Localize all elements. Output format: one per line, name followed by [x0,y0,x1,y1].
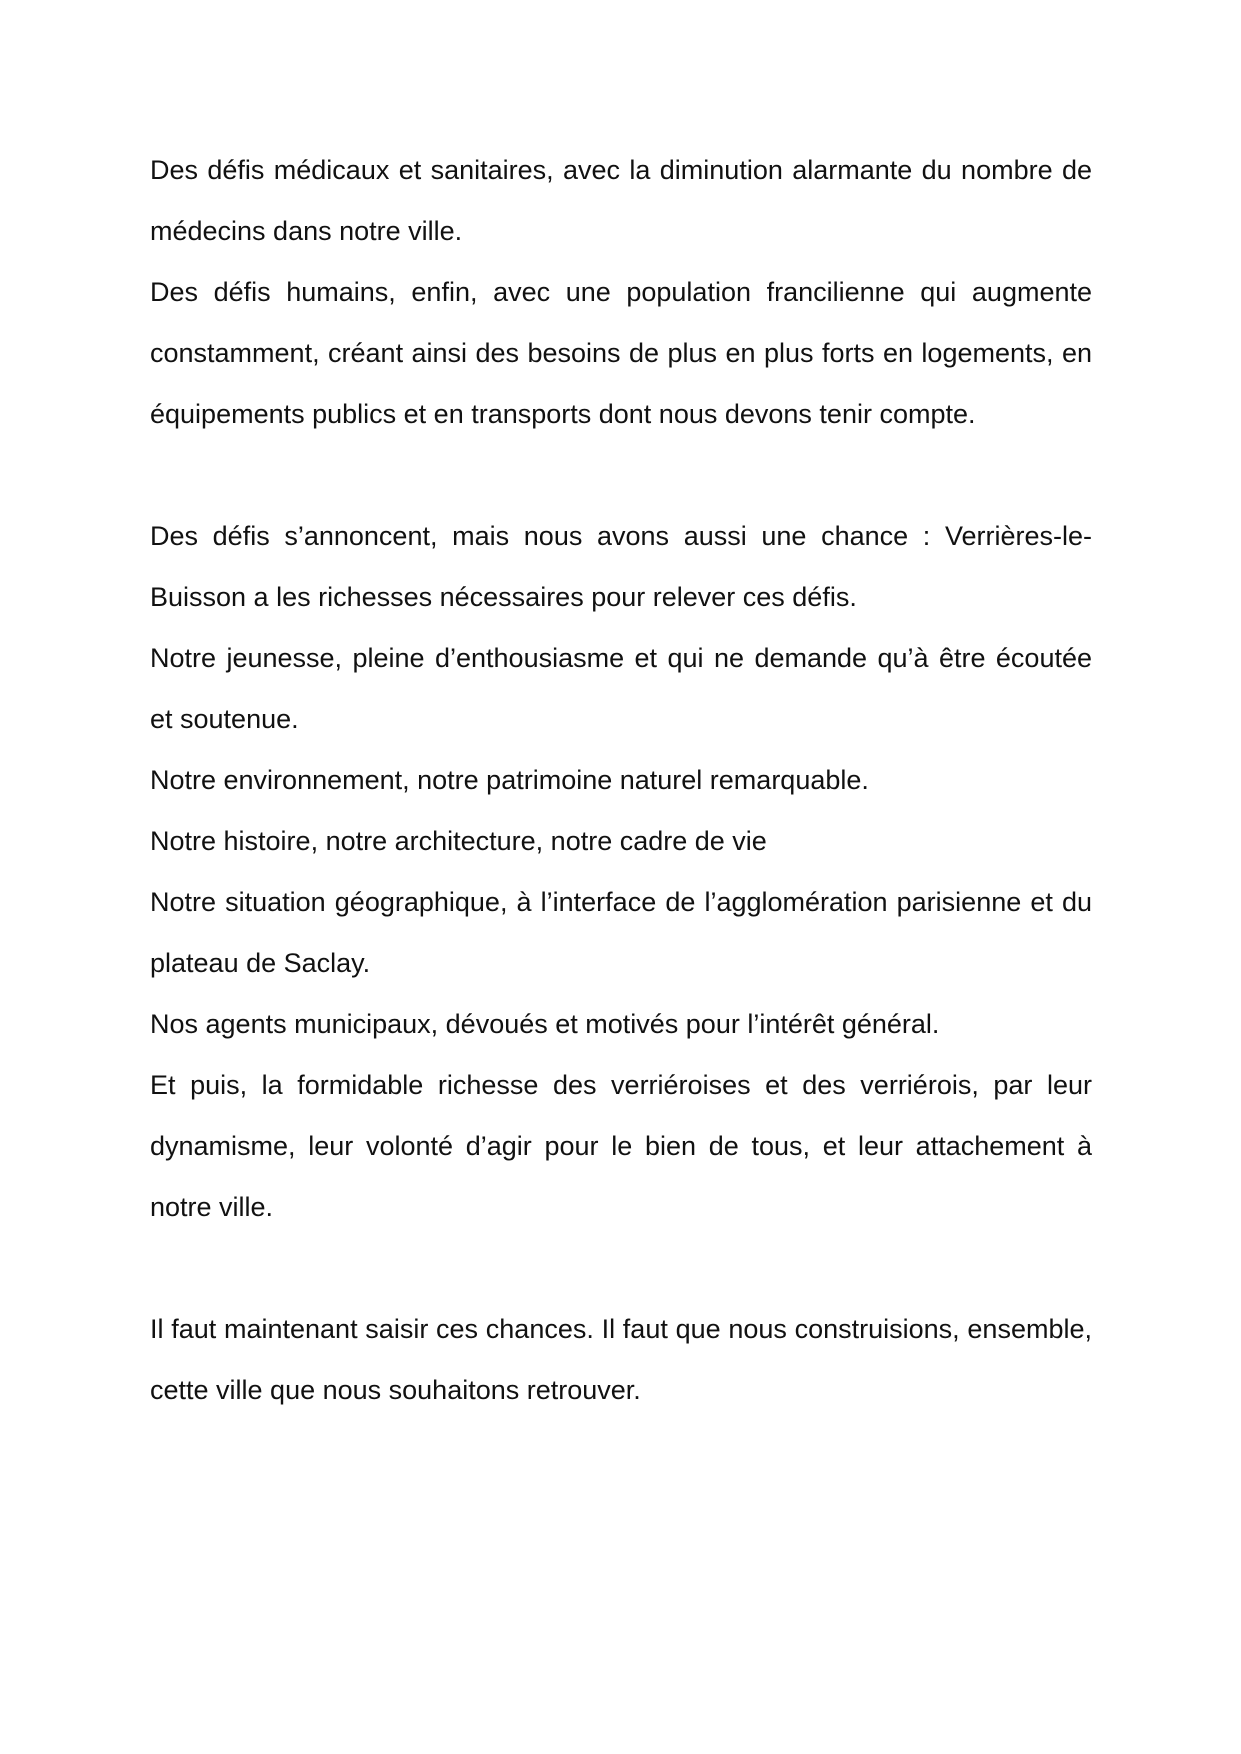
paragraph-youth: Notre jeunesse, pleine d’enthousiasme et qui ne demande qu’à être écoutée et soutenue. [150,643,1092,734]
paragraph-history: Notre histoire, notre architecture, notre cadre de vie [150,826,767,856]
paragraph-residents: Et puis, la formidable richesse des verriéroises et des verriérois, par leur dynamisme, leur volonté d’agir pour le bien de tous, et leur attachement à notre ville. [150,1070,1092,1222]
paragraph-medical-challenges: Des défis médicaux et sanitaires, avec la diminution alarmante du nombre de médecins dans notre ville. [150,155,1092,246]
paragraph-conclusion: Il faut maintenant saisir ces chances. Il faut que nous construisions, ensemble, cette ville que nous souhaitons retrouver. [150,1314,1092,1405]
paragraph-municipal-agents: Nos agents municipaux, dévoués et motivés pour l’intérêt général. [150,1009,940,1039]
body-text [150,140,1092,1421]
paragraph-gap [150,445,1092,506]
paragraph-environment: Notre environnement, notre patrimoine naturel remarquable. [150,765,869,795]
paragraph-opportunity: Des défis s’annoncent, mais nous avons aussi une chance : Verrières-le-Buisson a les richesses nécessaires pour relever ces défis. [150,521,1092,612]
paragraph-human-challenges: Des défis humains, enfin, avec une population francilienne qui augmente constamment, créant ainsi des besoins de plus en plus forts en logements, en équipements publics et en transports dont nous devons tenir compte. [150,277,1092,429]
paragraph-gap [150,1238,1092,1299]
paragraph-geography: Notre situation géographique, à l’interface de l’agglomération parisienne et du plateau de Saclay. [150,887,1092,978]
